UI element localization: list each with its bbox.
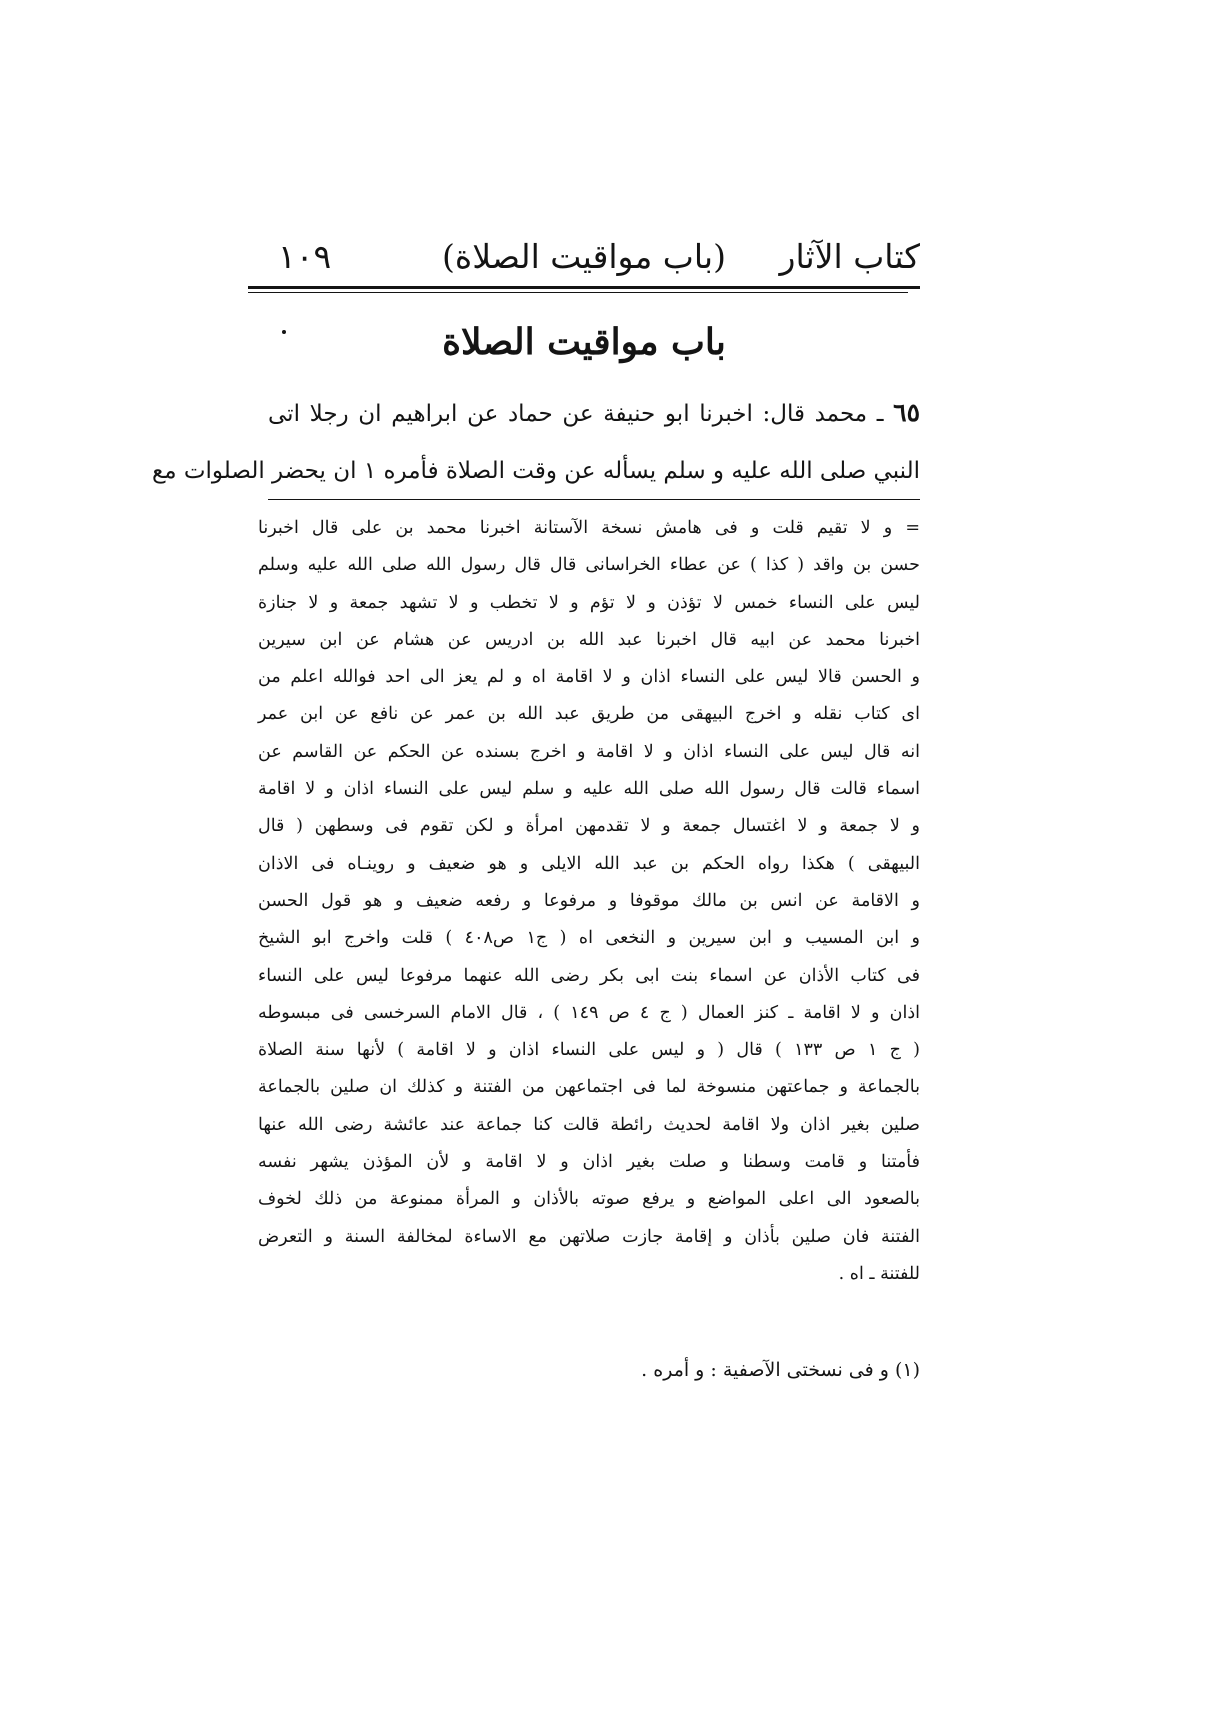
commentary-line: اى كتاب نقله و اخرج البيهقى من طريق عبد الله بن عمر عن نافع عن ابن عمر [258, 704, 920, 725]
commentary-line: و لا جمعة و لا اغتسال جمعة و لا تقدمهن امرأة و لكن تقوم فى وسطهن ( قال [258, 816, 920, 837]
commentary-line: صلين بغير اذان ولا اقامة لحديث رائطة قالت كنا جماعة عند عائشة رضى الله عنها [258, 1114, 920, 1135]
commentary-line: ( ج ١ ص ١٣٣ ) قال ( و ليس على النساء اذان و لا اقامة ) لأنها سنة الصلاة [258, 1040, 920, 1061]
commentary-notes [258, 510, 920, 1293]
chapter-heading: باب مواقيت الصلاة [442, 321, 726, 363]
header-rule-thick [248, 286, 920, 289]
commentary-line: بالجماعة و جماعتهن منسوخة لما فى اجتماعهن من الفتنة و كذلك ان صلين بالجماعة [258, 1077, 920, 1098]
footnote: (١) و فى نسختى الآصفية : و أمره . [641, 1359, 920, 1381]
commentary-line: ليس على النساء خمس لا تؤذن و لا تؤم و لا تخطب و لا تشهد جمعة و لا جنازة [258, 592, 920, 613]
header-rule-thin [248, 292, 908, 293]
commentary-line: فى كتاب الأذان عن اسماء بنت ابى بكر رضى الله عنهما مرفوعا ليس على النساء [258, 965, 920, 986]
footnote-separator [268, 499, 920, 500]
commentary-line: و الاقامة عن انس بن مالك موقوفا و مرفوعا و رفعه ضعيف و هو قول الحسن [258, 890, 920, 911]
commentary-line: بالصعود الى اعلى المواضع و يرفع صوته بالأذان و المرأة ممنوعة من ذلك لخوف [258, 1189, 920, 1210]
commentary-line: و ابن المسيب و ابن سيرين و النخعى اه ( ج١ ص٤٠٨ ) قلت واخرج ابو الشيخ [258, 928, 920, 949]
commentary-line: = و لا تقيم قلت و فى هامش نسخة الآستانة اخبرنا محمد بن على قال اخبرنا [258, 518, 920, 538]
hadith-line [268, 384, 920, 442]
ink-dot [282, 330, 286, 334]
commentary-line: الفتنة فان صلين بأذان و إقامة جازت صلاتهن مع الاساءة لمخالفة السنة و التعرض [258, 1226, 920, 1247]
commentary-line: حسن بن واقد ( كذا ) عن عطاء الخراسانى قال قال رسول الله صلى الله عليه وسلم [258, 555, 920, 576]
hadith-text [151, 384, 920, 500]
running-chapter-title: (باب مواقيت الصلاة) [442, 237, 726, 276]
commentary-line: للفتنة ـ اه . [838, 1263, 920, 1284]
commentary-line: البيهقى ) هكذا رواه الحكم بن عبد الله الايلى و هو ضعيف و روينـاه فى الاذان [258, 853, 920, 874]
hadith-line-text: ـ محمد قال: اخبرنا ابو حنيفة عن حماد عن ابراهيم ان رجلا اتى [268, 401, 894, 427]
hadith-line-text: النبي صلى الله عليه و سلم يسأله عن وقت الصلاة فأمره ١ ان يحضر الصلوات مع [151, 458, 920, 484]
commentary-line: اسماء قالت قال رسول الله صلى الله عليه و سلم ليس على النساء اذان و لا اقامة [258, 779, 920, 800]
book-title: كتاب الآثار [779, 237, 920, 276]
commentary-line: اخبرنا محمد عن ابيه قال اخبرنا عبد الله بن ادريس عن هشام عن ابن سيرين [258, 629, 920, 650]
hadith-number: ٦٥ [893, 398, 920, 427]
commentary-line: اذان و لا اقامة ـ كنز العمال ( ج ٤ ص ١٤٩ ) ، قال الامام السرخسى فى مبسوطه [258, 1002, 920, 1023]
running-header [248, 232, 920, 282]
commentary-line: فأمتنا و قامت وسطنا و صلت بغير اذان و لا اقامة و لأن المؤذن يشهر نفسه [258, 1152, 920, 1173]
commentary-line: و الحسن قالا ليس على النساء اذان و لا اقامة اه و لم يعز الى احد فوالله اعلم من [258, 667, 920, 688]
page-number: ١٠٩ [278, 237, 332, 276]
commentary-line: انه قال ليس على النساء اذان و لا اقامة و اخرج بسنده عن الحكم عن القاسم عن [258, 741, 920, 762]
hadith-line [151, 442, 920, 500]
